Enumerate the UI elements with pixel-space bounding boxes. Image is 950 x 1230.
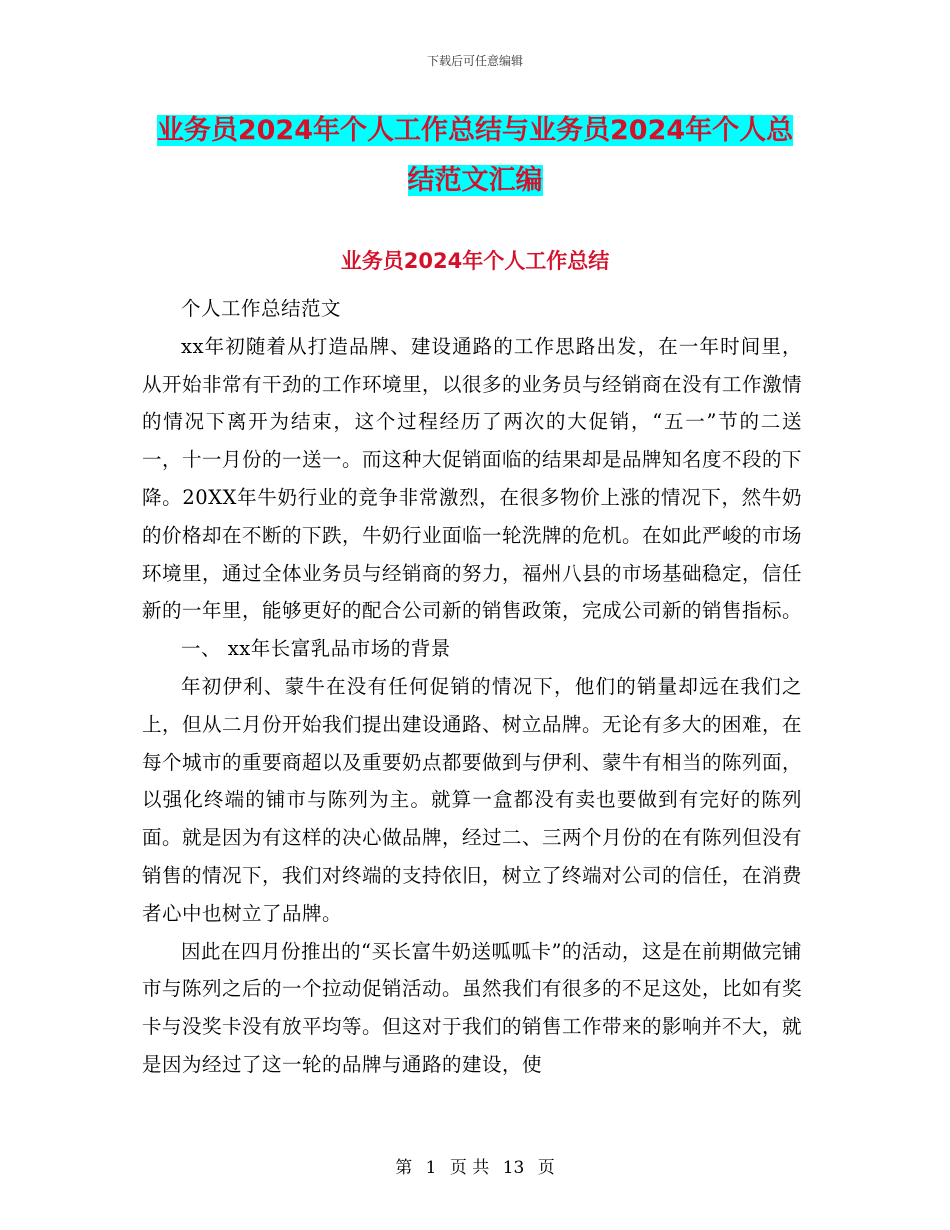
- footer-total-pages: 13: [502, 1158, 525, 1178]
- document-title-line1: 业务员2024年个人工作总结与业务员2024年个人总: [156, 115, 794, 146]
- document-body: [142, 290, 802, 1084]
- footer-page-number: 1: [425, 1158, 437, 1178]
- paragraph-intro: xx年初随着从打造品牌、建设通路的工作思路出发，在一年时间里，从开始非常有干劲的工作环境里，以很多的业务员与经销商在没有工作激情的情况下离开为结束，这个过程经历了两次的大促销，“五一”节的二送一，十一月份的一送一。而这种大促销面临的结果却是品牌知名度不段的下降。20XX年牛奶行业的竞争非常激烈，在很多物价上涨的情况下，然牛奶的价格却在不断的下跌，牛奶行业面临一轮洗牌的危机。在如此严峻的市场环境里，通过全体业务员与经销商的努力，福州八县的市场基础稳定，信任新的一年里，能够更好的配合公司新的销售政策，完成公司新的销售指标。: [142, 334, 803, 623]
- document-title: [150, 106, 800, 206]
- footer-suffix: 页: [537, 1158, 555, 1178]
- page-header: 下载后可任意编辑: [426, 54, 523, 68]
- paragraph-heading-1: 一、 xx年长富乳品市场的背景: [181, 637, 451, 661]
- paragraph-subtitle: 个人工作总结范文: [181, 297, 342, 320]
- document-title-line2: 结范文汇编: [407, 165, 543, 196]
- footer-mid: 页 共: [449, 1158, 490, 1178]
- paragraph-promotion: 因此在四月份推出的“买长富牛奶送呱呱卡”的活动，这是在前期做完铺市与陈列之后的一个拉动促销活动。虽然我们有很多的不足这处，比如有奖卡与没奖卡没有放平均等。但这对于我们的销售工作带来的影响并不大，就是因为经过了这一轮的品牌与通路的建设，使: [142, 939, 803, 1076]
- paragraph-background: 年初伊利、蒙牛在没有任何促销的情况下，他们的销量却远在我们之上，但从二月份开始我们提出建设通路、树立品牌。无论有多大的困难，在每个城市的重要商超以及重要奶点都要做到与伊利、蒙牛有相当的陈列面，以强化终端的铺市与陈列为主。就算一盒都没有卖也要做到有完好的陈列面。就是因为有这样的决心做品牌，经过二、三两个月份的在有陈列但没有销售的情况下，我们对终端的支持依旧，树立了终端对公司的信任，在消费者心中也树立了品牌。: [142, 674, 803, 925]
- section-title: 业务员2024年个人工作总结: [340, 249, 610, 273]
- page-footer: [0, 1153, 950, 1178]
- footer-prefix: 第: [395, 1158, 413, 1178]
